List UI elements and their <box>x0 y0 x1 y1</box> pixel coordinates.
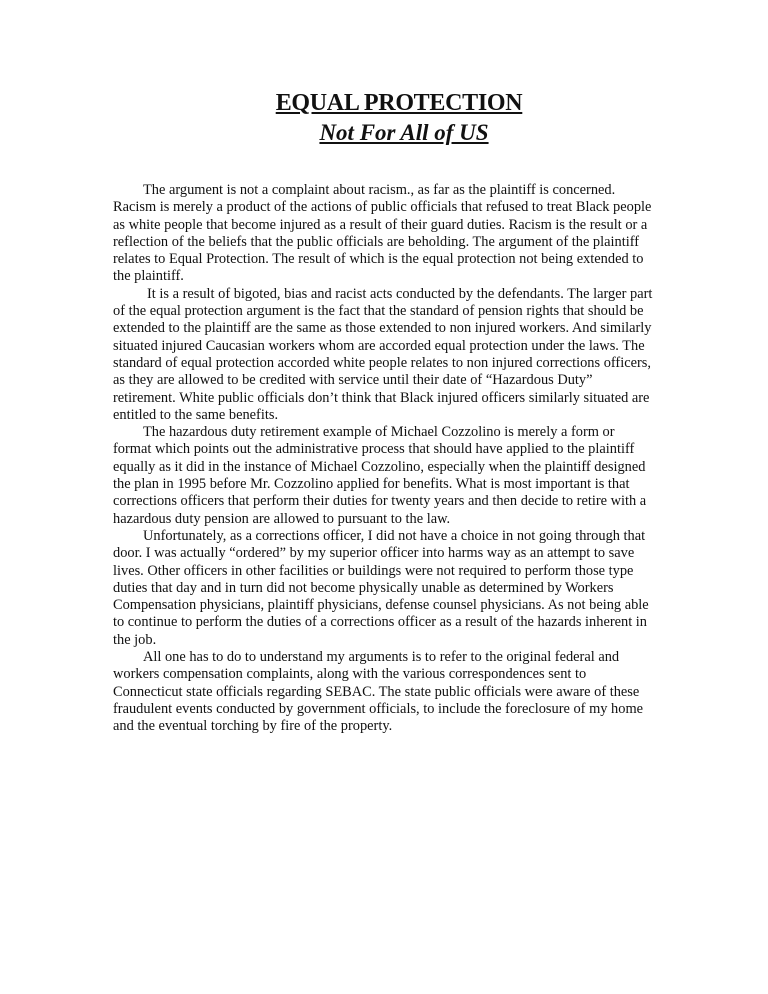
paragraph-4: Unfortunately, as a corrections officer, I did not have a choice in not going through that door. I was actually “ordered” by my superior officer into harms way as an attempt to save lives. Other officers in other facilities or buildings were not required to perform those type duties that day and in turn did not become physically unable as determined by Workers Compensation physicians, plaintiff physicians, defense counsel physicians. As not being able to continue to perform the duties of a corrections officer as a result of the hazards inherent in the job. <box>113 527 649 648</box>
document-title: EQUAL PROTECTION <box>275 90 523 116</box>
paragraph-1: The argument is not a complaint about racism., as far as the plaintiff is concerned. Racism is merely a product of the actions of public officials that refused to treat Black people as white people that become injured as a result of their guard duties. Racism is the result or a reflection of the beliefs that the public officials are beholding. The argument of the plaintiff relates to Equal Protection. The result of which is the equal protection not being extended to the plaintiff. <box>113 182 652 285</box>
paragraph-5: All one has to do to understand my arguments is to refer to the original federal and workers compensation complaints, along with the various correspondences sent to Connecticut state officials regarding SEBAC. The state public officials were aware of these fraudulent events conducted by government officials, to include the foreclosure of my home and the eventual torching by fire of the property. <box>113 649 644 735</box>
paragraph-2: It is a result of bigoted, bias and racist acts conducted by the defendants. The larger part of the equal protection argument is the fact that the standard of pension rights that should be extended to the plaintiff are the same as those extended to non injured workers. And similarly situated injured Caucasian workers whom are accorded equal protection under the laws. The standard of equal protection accorded white people relates to non injured corrections officers, as they are allowed to be credited with service until their date of “Hazardous Duty” retirement. White public officials don’t think that Black injured officers similarly situated are entitled to the same benefits. <box>113 285 653 423</box>
paragraph-3: The hazardous duty retirement example of Michael Cozzolino is merely a form or format which points out the administrative process that should have applied to the plaintiff equally as it did in the instance of Michael Cozzolino, especially when the plaintiff designed the plan in 1995 before Mr. Cozzolino applied for benefits. What is most important is that corrections officers that perform their duties for twenty years and then decide to retire with a hazardous duty pension are allowed to pursuant to the law. <box>113 424 647 527</box>
document-subtitle: Not For All of US <box>319 120 489 145</box>
document-body <box>113 182 653 736</box>
